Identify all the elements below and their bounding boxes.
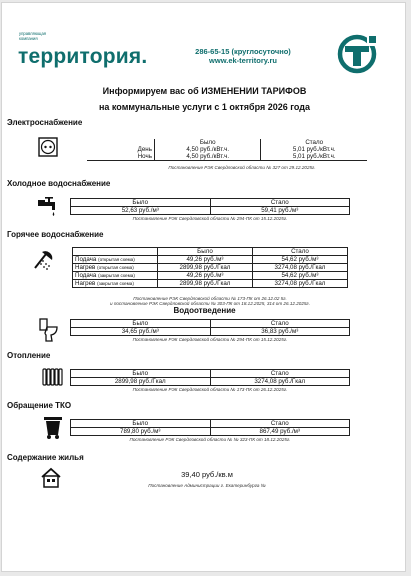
- shower-head-icon: [32, 248, 56, 272]
- hot-water-tariff-table: [72, 247, 348, 288]
- electricity-tariff-table: [87, 139, 367, 161]
- cold-water-note: Постановление РЭК Свердловской области № 294-ПК от 15.12.2025г.: [132, 216, 288, 221]
- column-header-now: Стало: [252, 248, 347, 256]
- column-header-now: Стало: [210, 420, 350, 428]
- housing-note: Постановление Администрации г. Екатеринбурга №: [148, 483, 266, 488]
- house-icon: [40, 467, 62, 489]
- phone-number: 286-65-15 (круглосуточно): [195, 47, 291, 56]
- website-link[interactable]: www.ek-territory.ru: [209, 56, 277, 65]
- trash-bin-icon: [42, 414, 64, 440]
- waste-note: Постановление РЭК Свердловской области № № 323-ПК от 18.12.2025г.: [129, 437, 291, 442]
- logo-wordmark: территория.: [18, 45, 148, 68]
- column-header-was: Было: [157, 248, 252, 256]
- column-header-was: Было: [71, 320, 211, 328]
- table-row: 52,63 руб./м³ 59,41 руб./м³: [71, 207, 350, 215]
- sewage-note: Постановление РЭК Свердловской области № 294-ПК от 15.12.2025г.: [132, 337, 288, 342]
- radiator-icon: [42, 367, 64, 387]
- section-title-electricity: Электроснабжение: [7, 118, 83, 127]
- section-title-hot-water: Горячее водоснабжение: [7, 230, 104, 239]
- table-row: День 4,50 руб./кВт.ч. 5,01 руб./кВт.ч.: [87, 146, 367, 153]
- housing-tariff-value: 39,40 руб./кв.м: [181, 470, 233, 479]
- tariff-notice-page: [1, 2, 406, 572]
- cold-water-tariff-table: [70, 198, 350, 215]
- company-emblem-icon: [337, 34, 377, 74]
- column-header-was: Было: [71, 370, 211, 378]
- hot-water-note-1: Постановление РЭК Свердловской области № 173-ПК от 26.12.02 5г.: [133, 296, 287, 301]
- section-title-waste: Обращение ТКО: [7, 401, 72, 410]
- column-header-now: Стало: [210, 320, 350, 328]
- heating-note: Постановление РЭК Свердловской области № 173-ПК от 26.12.2025г.: [132, 387, 288, 392]
- column-header-now: Стало: [261, 139, 367, 146]
- table-row: Подача (закрытая схема) 49,26 руб./м³ 54,62 руб./м³: [73, 272, 348, 280]
- notice-title-line-2: на коммунальные услуги с 1 октября 2026 года: [98, 102, 310, 112]
- section-title-sewage: Водоотведение: [173, 306, 236, 315]
- column-header-was: Было: [71, 420, 211, 428]
- hot-water-note-2: и постановление РЭК Свердловской области № 303-ПК от 18.12.2025, 314 от 26.12.2025г.: [110, 301, 310, 306]
- table-row: Подача (открытая схема) 49,26 руб./м³ 54,62 руб./м³: [73, 256, 348, 264]
- table-row: 34,65 руб./м³ 36,83 руб./м³: [71, 328, 350, 336]
- table-row: Нагрев (закрытая схема) 2899,98 руб./Гкал 3274,08 руб./Гкал: [73, 280, 348, 288]
- notice-title-line-1: Информируем вас об ИЗМЕНЕНИИ ТАРИФОВ: [102, 86, 307, 96]
- section-title-housing: Содержание жилья: [7, 453, 84, 462]
- waste-tariff-table: [70, 419, 350, 436]
- column-header-was: Было: [71, 199, 211, 207]
- logo-small-text: управляющая компания: [19, 31, 47, 41]
- heating-tariff-table: [70, 369, 350, 386]
- table-row: 789,80 руб./м³ 867,49 руб./м³: [71, 428, 350, 436]
- power-socket-icon: [38, 137, 58, 157]
- section-title-heating: Отопление: [7, 351, 51, 360]
- table-row: Нагрев (открытая схема) 2899,98 руб./Гкал 3274,08 руб./Гкал: [73, 264, 348, 272]
- column-header-now: Стало: [210, 199, 350, 207]
- section-title-cold-water: Холодное водоснабжение: [7, 179, 111, 188]
- table-row: 2899,98 руб./Гкал 3274,08 руб./Гкал: [71, 378, 350, 386]
- electricity-note: Постановление РЭК Свердловской области № 327 от 29.12.2025г.: [168, 165, 316, 170]
- toilet-icon: [38, 318, 60, 342]
- column-header-now: Стало: [210, 370, 350, 378]
- table-row: Ночь 4,50 руб./кВт.ч. 5,01 руб./кВт.ч.: [87, 153, 367, 161]
- column-header-was: Было: [154, 139, 261, 146]
- sewage-tariff-table: [70, 319, 350, 336]
- water-tap-icon: [36, 196, 62, 218]
